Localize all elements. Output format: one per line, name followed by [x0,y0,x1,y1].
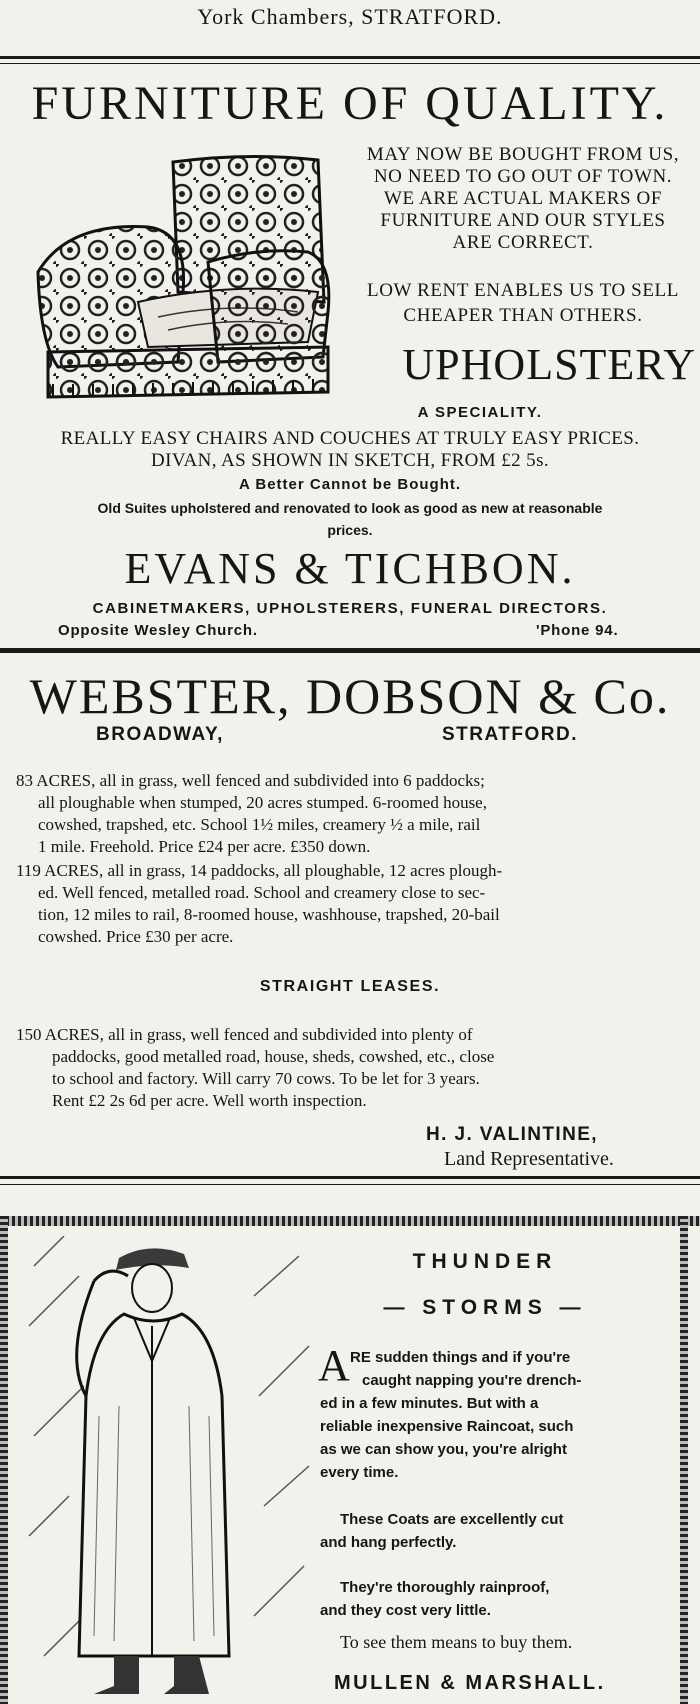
listing-line: to school and factory. Will carry 70 cows. To be let for 3 years. [52,1069,480,1088]
man-in-raincoat-illustration [24,1236,314,1704]
listing-line: 1 mile. Freehold. Price £24 per acre. £350 down. [38,837,371,856]
furniture-trades: CABINETMAKERS, UPHOLSTERERS, FUNERAL DIRECTORS. [92,600,608,617]
furniture-location: Opposite Wesley Church. [58,622,258,639]
furniture-firm-name: EVANS & TICHBON. [124,544,576,593]
listing-line: cowshed, trapshed, etc. School 1½ miles, creamery ½ a mile, rail [38,815,481,834]
section-divider-2-thin [0,1184,700,1185]
para-line: caught napping you're drench- [362,1372,582,1389]
para-line: ed in a few minutes. But with a [320,1395,539,1412]
intro-line: MAY NOW BE BOUGHT FROM US, [366,144,680,165]
land-agent-name: H. J. VALINTINE, [426,1124,598,1145]
straight-leases-heading: STRAIGHT LEASES. [259,978,441,995]
listing-line: tion, 12 miles to rail, 8-roomed house, washhouse, trapshed, 20-bail [38,905,500,924]
ornamental-border-top [0,1216,700,1226]
listing-line: cowshed. Price £30 per acre. [38,927,234,946]
furniture-phone: 'Phone 94. [536,622,619,639]
listing-150-acres [16,1024,680,1112]
raincoat-paragraph-1-start [350,1346,662,1392]
old-suites-line-2: prices. [327,522,373,538]
para-line: and hang perfectly. [320,1534,457,1551]
drop-cap: A [318,1341,350,1390]
intro-line: ARE CORRECT. [452,232,594,253]
rent-line: CHEAPER THAN OTHERS. [403,305,643,326]
header-divider-thin [0,63,700,64]
section-divider-2 [0,1176,700,1179]
better-line: A Better Cannot be Bought. [238,476,462,493]
header-line: York Chambers, STRATFORD. [197,4,503,29]
land-left-place: BROADWAY, [96,724,224,745]
ornamental-border-right [680,1216,688,1704]
ornamental-border-left [0,1216,8,1704]
listing-line: paddocks, good metalled road, house, sheds, cowshed, etc., close [52,1047,495,1066]
listing-119-acres [16,860,680,948]
listing-line: 83 ACRES, all in grass, well fenced and subdivided into 6 paddocks; [16,771,485,790]
furniture-title: FURNITURE OF QUALITY. [31,77,669,130]
land-firm-name: WEBSTER, DOBSON & Co. [29,668,671,724]
intro-line: FURNITURE AND OUR STYLES [380,210,666,231]
raincoat-tagline: To see them means to buy them. [340,1632,573,1652]
upholstery-heading: UPHOLSTERY [402,340,696,389]
furniture-intro [350,144,696,254]
intro-line: NO NEED TO GO OUT OF TOWN. [373,166,673,187]
raincoat-paragraph-2 [320,1508,660,1554]
para-line: every time. [320,1464,399,1481]
raincoat-paragraph-3 [320,1576,660,1622]
rent-statement [350,278,696,328]
section-divider [0,648,700,653]
land-agent-title: Land Representative. [444,1148,614,1170]
listing-line: Rent £2 2s 6d per acre. Well worth inspection. [52,1091,367,1110]
easy-chairs-line: REALLY EASY CHAIRS AND COUCHES AT TRULY EASY PRICES. [60,428,640,449]
para-line: and they cost very little. [320,1602,491,1619]
listing-line: 119 ACRES, all in grass, 14 paddocks, all ploughable, 12 acres plough- [16,861,503,880]
para-line: RE sudden things and if you're [350,1349,571,1366]
raincoat-firm-name: MULLEN & MARSHALL. [334,1672,606,1694]
para-line: as we can show you, you're alright [320,1441,567,1458]
old-suites-line: Old Suites upholstered and renovated to look as good as new at reasonable [97,500,603,516]
para-line: They're thoroughly rainproof, [340,1579,550,1596]
header-divider [0,56,700,59]
listing-83-acres [16,770,680,858]
rent-line: LOW RENT ENABLES US TO SELL [367,280,679,301]
listing-line: 150 ACRES, all in grass, well fenced and subdivided into plenty of [16,1025,473,1044]
raincoat-headline-1: THUNDER [412,1250,558,1273]
listing-line: all ploughable when stumped, 20 acres stumped. 6-roomed house, [38,793,487,812]
land-right-place: STRATFORD. [442,724,579,745]
para-line: These Coats are excellently cut [340,1511,564,1528]
listing-line: ed. Well fenced, metalled road. School and creamery close to sec- [38,883,486,902]
armchair-illustration [28,152,338,402]
speciality-line: A SPECIALITY. [417,404,543,421]
intro-line: WE ARE ACTUAL MAKERS OF [383,188,663,209]
para-line: reliable inexpensive Raincoat, such [320,1418,574,1435]
raincoat-paragraph-1-rest [320,1392,660,1484]
raincoat-headline-2: — STORMS — [383,1296,587,1319]
divan-line: DIVAN, AS SHOWN IN SKETCH, FROM £2 5s. [150,450,550,471]
